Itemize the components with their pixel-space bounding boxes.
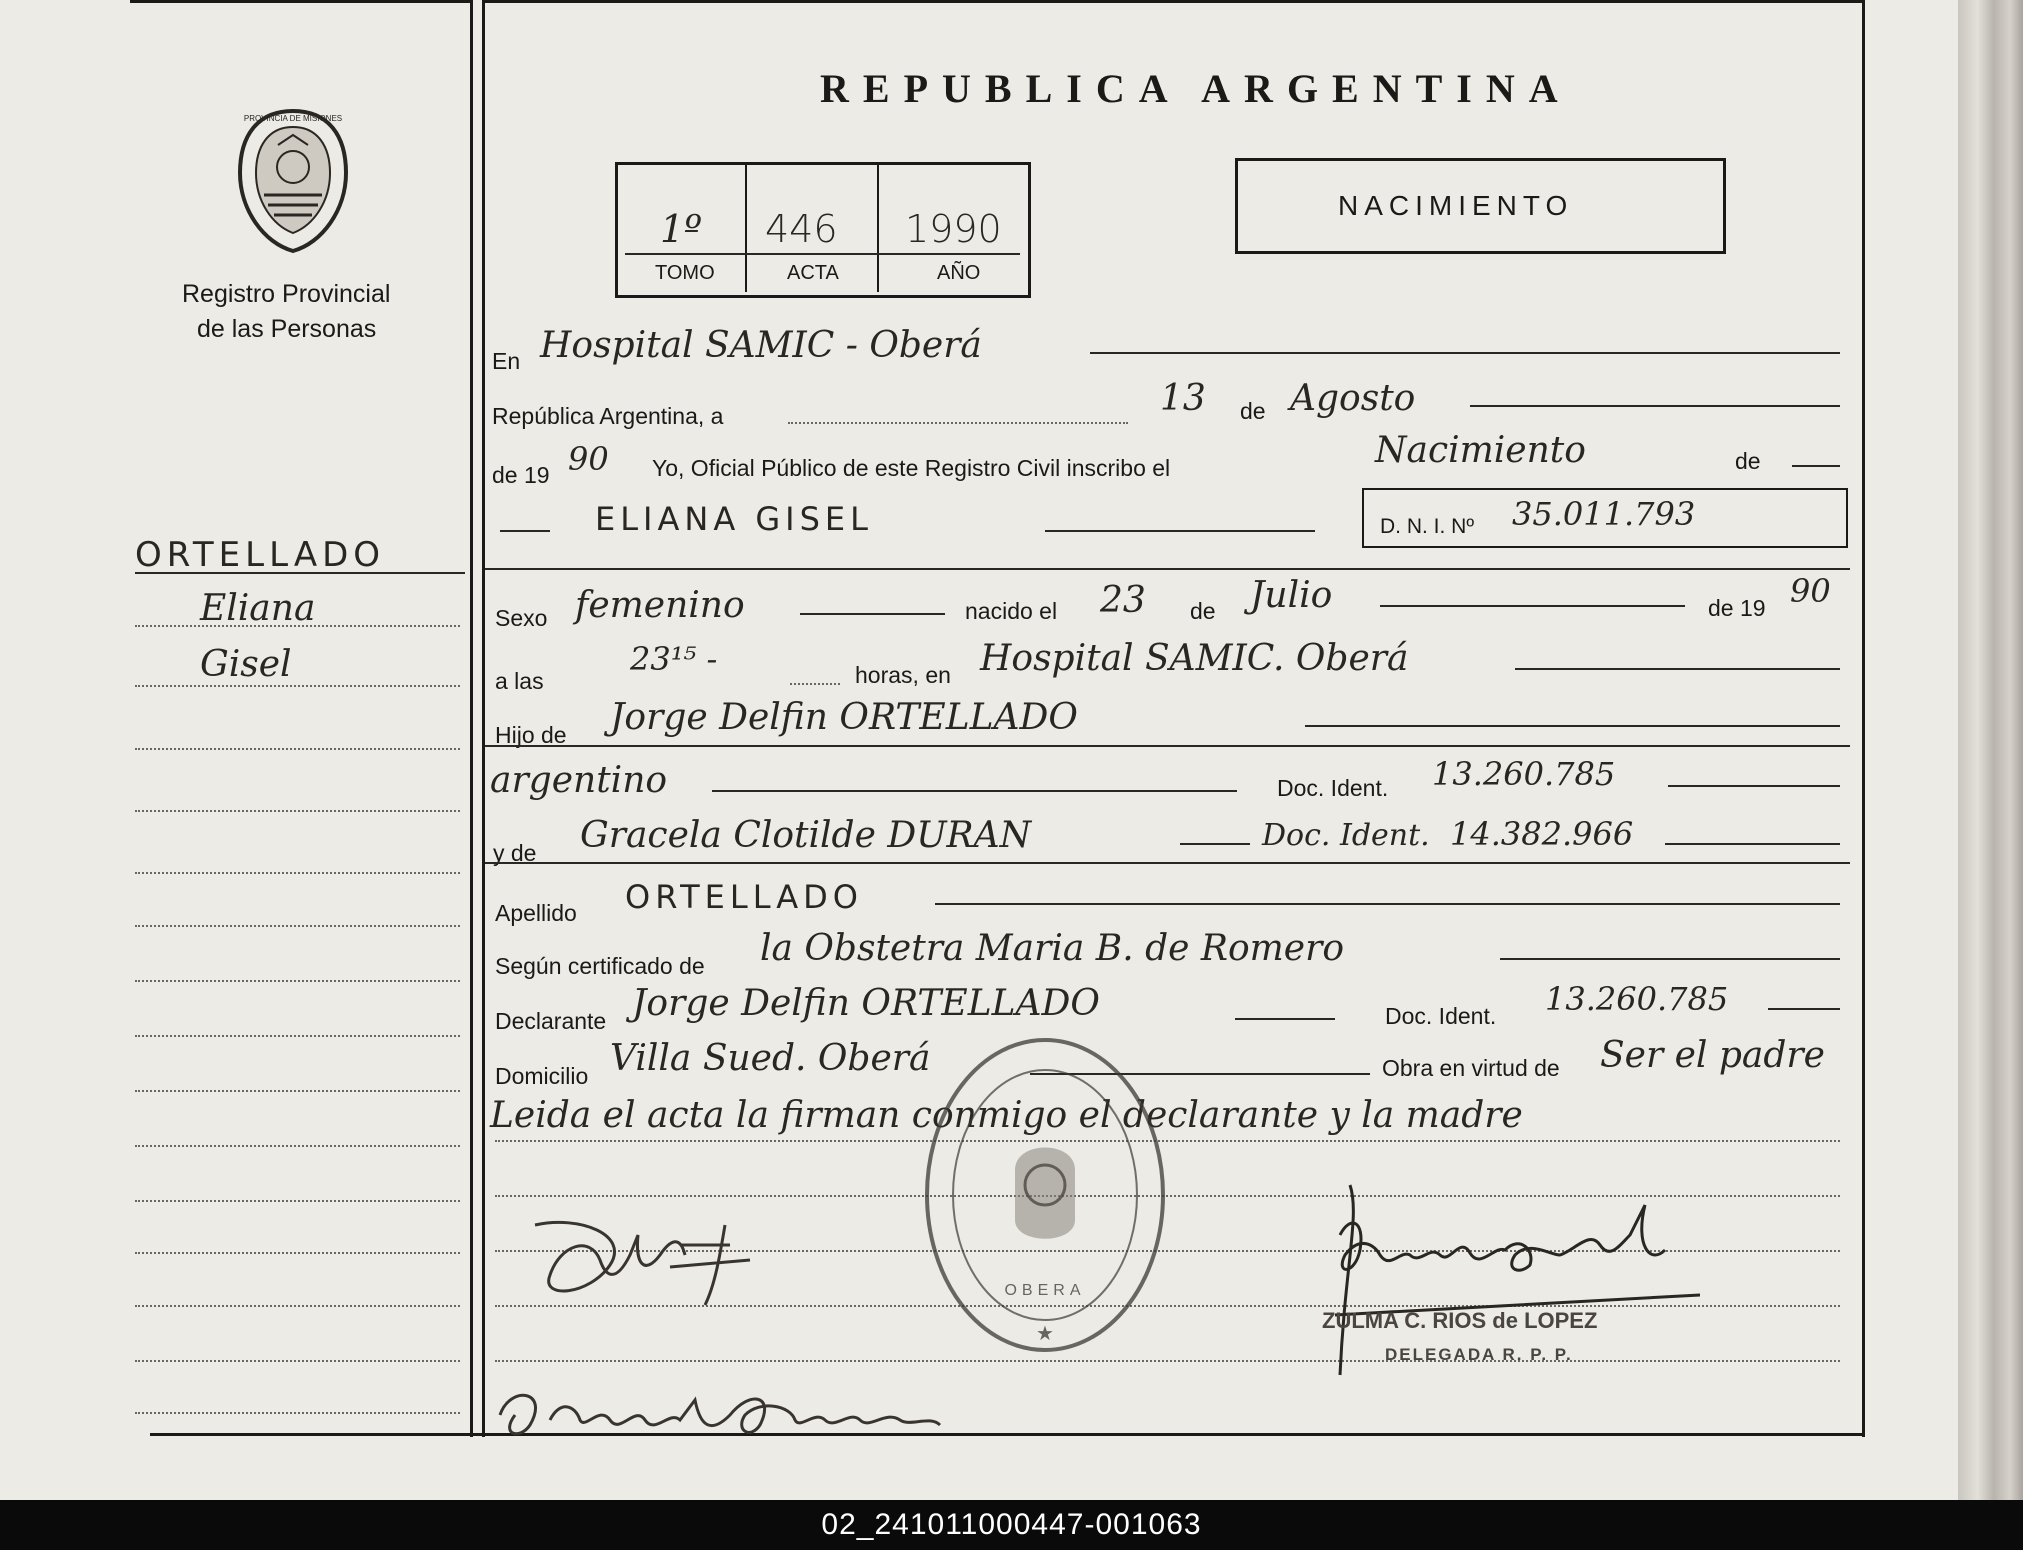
fill-rule: [800, 613, 945, 615]
label-apellido: Apellido: [495, 900, 577, 926]
margin-dotted-line: [135, 1360, 460, 1362]
reference-divider: [745, 165, 747, 292]
entry-domicilio: Villa Sued. Oberá: [610, 1038, 931, 1079]
reference-rule: [625, 253, 1020, 255]
entry-madre-doc: 14.382.966: [1450, 815, 1634, 853]
margin-rule: [135, 572, 465, 574]
margin-dotted-line: [135, 1200, 460, 1202]
entry-declarante-doc: 13.260.785: [1545, 980, 1729, 1018]
fill-rule: [712, 790, 1237, 792]
anio-value: 1990: [905, 207, 1002, 251]
fill-rule: [1090, 352, 1840, 354]
entry-dia: 13: [1160, 378, 1206, 419]
label-hijo-de: Hijo de: [495, 722, 567, 748]
fill-rule: [1380, 605, 1685, 607]
svg-text:★: ★: [1036, 1323, 1054, 1345]
margin-dotted-line: [135, 1252, 460, 1254]
entry-certificado: la Obstetra Maria B. de Romero: [760, 928, 1344, 969]
column-divider: [470, 0, 473, 1437]
entry-madre-doc-label: Doc. Ident.: [1262, 818, 1430, 853]
label-sexo: Sexo: [495, 605, 548, 631]
entry-virtud: Ser el padre: [1600, 1035, 1825, 1076]
entry-dia-nac: 23: [1100, 580, 1146, 621]
margin-dotted-line: [135, 980, 460, 982]
fill-rule: [1305, 725, 1840, 727]
label-de-1: de: [1240, 398, 1266, 424]
label-declarante: Declarante: [495, 1008, 607, 1034]
section-rule: [485, 568, 1850, 570]
entry-lugar: Hospital SAMIC - Oberá: [540, 325, 982, 366]
margin-dotted-line: [135, 872, 460, 874]
entry-padre: Jorge Delfin ORTELLADO: [610, 697, 1078, 738]
label-y-de: y de: [493, 840, 537, 866]
registry-line-2: de las Personas: [197, 315, 377, 343]
fill-rule: [1665, 843, 1840, 845]
margin-dotted-line: [135, 1412, 460, 1414]
fill-rule: [1470, 405, 1840, 407]
fill-dotted: [790, 683, 840, 685]
section-rule: [485, 862, 1850, 864]
margin-dotted-line: [135, 748, 460, 750]
margin-dotted-line: [135, 925, 460, 927]
margin-dotted-line: [135, 1145, 460, 1147]
book-edge: [1958, 0, 2023, 1500]
entry-lugar-nac: Hospital SAMIC. Oberá: [980, 638, 1409, 679]
margin-dotted-line: [135, 1090, 460, 1092]
label-en: En: [492, 348, 521, 374]
official-name-stamp: ZULMA C. RIOS de LOPEZ: [1322, 1308, 1598, 1333]
label-de-19b: de 19: [1708, 595, 1766, 621]
label-doc-ident-2: Doc. Ident.: [1385, 1003, 1497, 1029]
entry-padre-doc: 13.260.785: [1432, 755, 1616, 793]
label-domicilio: Domicilio: [495, 1063, 589, 1089]
tomo-label: TOMO: [655, 262, 715, 284]
acta-label: ACTA: [787, 262, 839, 284]
fill-rule: [1668, 785, 1840, 787]
bottom-rule-left: [150, 1433, 482, 1436]
entry-nombre: ELIANA GISEL: [595, 500, 873, 538]
label-nacido-el: nacido el: [965, 598, 1058, 624]
entry-acto: Nacimiento: [1375, 430, 1586, 471]
entry-mes: Agosto: [1290, 378, 1416, 419]
top-rule-right: [485, 0, 1862, 3]
fill-rule: [1792, 465, 1840, 467]
reference-divider: [877, 165, 879, 292]
anio-label: AÑO: [937, 262, 981, 284]
entry-madre: Gracela Clotilde DURAN: [580, 815, 1032, 856]
acta-value: 446: [765, 207, 838, 251]
entry-hora: 23¹⁵ -: [630, 640, 718, 678]
entry-declarante: Jorge Delfin ORTELLADO: [632, 983, 1100, 1024]
label-horas-en: horas, en: [855, 662, 951, 688]
country-title: REPUBLICA ARGENTINA: [820, 66, 1572, 111]
official-title-stamp: DELEGADA R. P. P.: [1385, 1345, 1573, 1364]
registry-line-1: Registro Provincial: [182, 280, 391, 308]
fill-rule: [935, 903, 1840, 905]
label-de-3: de: [1190, 598, 1216, 624]
entry-apellido: ORTELLADO: [625, 878, 863, 916]
margin-dotted-line: [135, 1035, 460, 1037]
label-segun: Según certificado de: [495, 953, 705, 979]
declarant-signature-icon: [520, 1205, 760, 1315]
label-de-2: de: [1735, 448, 1761, 474]
fill-rule: [1500, 958, 1840, 960]
margin-name-2: Gisel: [200, 644, 292, 685]
margin-dotted-line: [135, 625, 460, 627]
image-code: 02_241011000447-001063: [0, 1500, 2023, 1550]
fill-rule: [1768, 1008, 1840, 1010]
fill-dotted: [788, 422, 1128, 424]
margin-dotted-line: [135, 810, 460, 812]
fill-rule: [1515, 668, 1840, 670]
fill-rule: [1235, 1018, 1335, 1020]
fill-rule: [500, 530, 550, 532]
mother-signature-icon: [490, 1365, 970, 1445]
margin-dotted-line: [135, 685, 460, 687]
registry-seal-icon: [915, 1030, 1175, 1360]
province-seal-icon: [228, 105, 358, 255]
margin-surname: ORTELLADO: [135, 535, 386, 575]
label-dni: D. N. I. Nº: [1380, 515, 1475, 538]
margin-name-1: Eliana: [200, 588, 316, 629]
label-republica: República Argentina, a: [492, 403, 724, 429]
label-a-las: a las: [495, 668, 544, 694]
label-de-19: de 19: [492, 462, 550, 488]
entry-sexo: femenino: [575, 585, 745, 626]
tomo-value: 1º: [660, 207, 703, 251]
right-border: [1862, 0, 1865, 1437]
official-signature-icon: [1320, 1175, 1700, 1425]
seal-city: OBERA: [1004, 1282, 1086, 1299]
column-divider-inner: [482, 0, 485, 1437]
label-yo-oficial: Yo, Oficial Público de este Registro Civil inscribo el: [652, 455, 1171, 481]
label-obra: Obra en virtud de: [1382, 1055, 1560, 1081]
section-rule: [485, 745, 1850, 747]
margin-dotted-line: [135, 1305, 460, 1307]
entry-cierre: Leida el acta la firman conmigo el declarante y la madre: [490, 1095, 1523, 1136]
label-doc-ident-1: Doc. Ident.: [1277, 775, 1389, 801]
fill-rule: [1045, 530, 1315, 532]
entry-anio-nac: 90: [1790, 572, 1831, 610]
entry-padre-nac: argentino: [490, 760, 668, 801]
top-rule-left: [130, 0, 470, 3]
act-type: NACIMIENTO: [1338, 190, 1574, 221]
entry-anio: 90: [568, 440, 609, 478]
fill-rule: [1180, 843, 1250, 845]
entry-mes-nac: Julio: [1250, 575, 1333, 616]
province-seal-text: PROVINCIA DE MISIONES: [243, 114, 343, 123]
entry-dni: 35.011.793: [1512, 495, 1696, 533]
